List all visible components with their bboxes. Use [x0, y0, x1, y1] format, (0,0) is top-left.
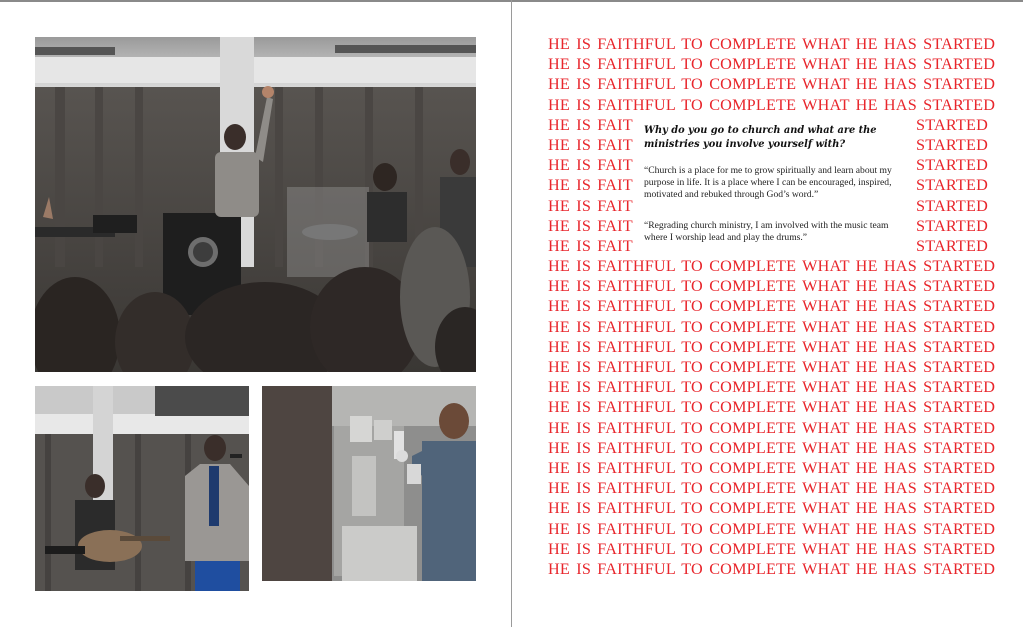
repeat-line-left: HE IS FAIT [548, 236, 633, 255]
repeat-line-right: STARTED [916, 216, 988, 235]
lab-worker-illustration [262, 386, 476, 581]
interview-answer-1: “Church is a place for me to grow spiritually and learn about my purpose in life. It is a place where I can be encouraged, inspired, motivated and rebuked through God’s word.” [644, 165, 892, 200]
repeated-text-block [548, 34, 996, 579]
repeat-line: HE IS FAITHFUL TO COMPLETE WHAT HE HAS STARTED [548, 55, 996, 74]
repeat-line: HE IS FAITHFUL TO COMPLETE WHAT HE HAS STARTED [548, 398, 996, 417]
repeat-line-left: HE IS FAIT [548, 135, 633, 154]
worship-stage-illustration [35, 37, 476, 372]
repeat-line-left: HE IS FAIT [548, 176, 633, 195]
interview-question: Why do you go to church and what are the ministries you involve yourself with? [644, 125, 877, 150]
repeat-line: HE IS FAITHFUL TO COMPLETE WHAT HE HAS STARTED [548, 358, 996, 376]
interview-answer-2: “Regrading church ministry, I am involved with the music team where I worship lead and play the drums.” [644, 220, 889, 243]
worship-stage-photo [35, 37, 476, 372]
repeat-line: HE IS FAITHFUL TO COMPLETE WHAT HE HAS STARTED [548, 337, 996, 356]
repeat-line: HE IS FAITHFUL TO COMPLETE WHAT HE HAS STARTED [548, 539, 996, 558]
singer-guitarist-photo [35, 386, 249, 591]
repeat-line: HE IS FAITHFUL TO COMPLETE WHAT HE HAS STARTED [548, 458, 996, 477]
repeat-line: HE IS FAITHFUL TO COMPLETE WHAT HE HAS STARTED [548, 75, 996, 94]
repeat-line: HE IS FAITHFUL TO COMPLETE WHAT HE HAS STARTED [548, 499, 996, 518]
repeat-line: HE IS FAITHFUL TO COMPLETE WHAT HE HAS STARTED [548, 519, 996, 538]
repeat-line-left: HE IS FAIT [548, 196, 633, 215]
repeat-line-left: HE IS FAIT [548, 115, 633, 134]
repeat-line: HE IS FAITHFUL TO COMPLETE WHAT HE HAS STARTED [548, 297, 996, 316]
repeat-line: HE IS FAITHFUL TO COMPLETE WHAT HE HAS STARTED [548, 418, 996, 437]
repeat-line-right: STARTED [916, 236, 988, 255]
repeat-line: HE IS FAITHFUL TO COMPLETE WHAT HE HAS STARTED [548, 438, 996, 457]
repeat-line: HE IS FAITHFUL TO COMPLETE WHAT HE HAS STARTED [548, 277, 996, 296]
repeat-line-right: STARTED [916, 115, 988, 134]
repeat-line-left: HE IS FAIT [548, 156, 633, 175]
repeat-line: HE IS FAITHFUL TO COMPLETE WHAT HE HAS STARTED [548, 35, 996, 53]
repeat-line: HE IS FAITHFUL TO COMPLETE WHAT HE HAS STARTED [548, 95, 996, 114]
repeat-line-right: STARTED [916, 196, 988, 215]
repeat-line: HE IS FAITHFUL TO COMPLETE WHAT HE HAS STARTED [548, 257, 996, 276]
singer-guitarist-illustration [35, 386, 249, 591]
lab-worker-photo [262, 386, 476, 581]
repeat-line: HE IS FAITHFUL TO COMPLETE WHAT HE HAS STARTED [548, 479, 996, 498]
repeat-line-left: HE IS FAIT [548, 216, 633, 235]
repeat-line-right: STARTED [916, 176, 988, 195]
repeat-line: HE IS FAITHFUL TO COMPLETE WHAT HE HAS STARTED [548, 378, 996, 397]
repeat-line-right: STARTED [916, 135, 988, 154]
repeat-line: HE IS FAITHFUL TO COMPLETE WHAT HE HAS STARTED [548, 317, 996, 336]
repeat-line-right: STARTED [916, 156, 988, 175]
repeat-line: HE IS FAITHFUL TO COMPLETE WHAT HE HAS STARTED [548, 559, 996, 578]
page-gutter [511, 0, 512, 627]
